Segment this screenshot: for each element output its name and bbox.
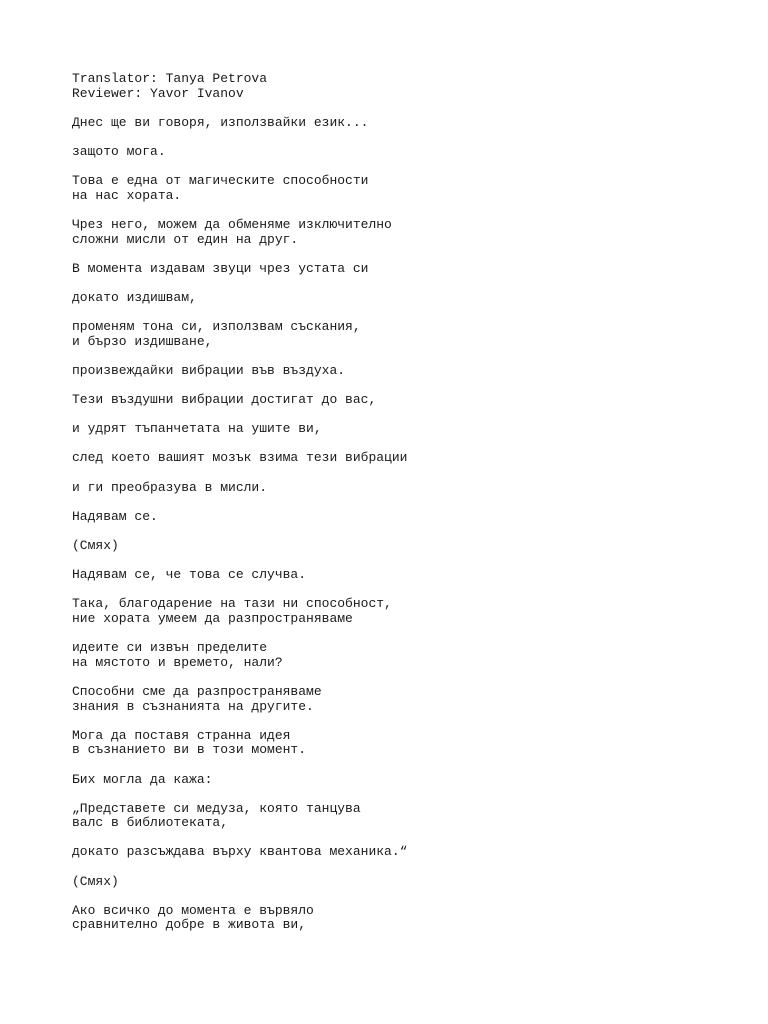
transcript-line: Способни сме да разпространяваме xyxy=(72,683,322,699)
transcript-paragraph xyxy=(72,174,712,203)
transcript-paragraph xyxy=(72,422,712,437)
transcript-line: Така, благодарение на тази ни способност, xyxy=(72,596,392,612)
transcript-paragraph xyxy=(72,320,712,349)
transcript-paragraph xyxy=(72,875,712,890)
transcript-line: и удрят тъпанчетата на ушите ви, xyxy=(72,421,322,437)
transcript-paragraph xyxy=(72,539,712,554)
transcript-paragraph xyxy=(72,364,712,379)
transcript-line: (Смях) xyxy=(72,538,119,553)
transcript-paragraph xyxy=(72,773,712,788)
transcript-line: и бързо издишване, xyxy=(72,333,213,349)
transcript-line: (Смях) xyxy=(72,873,119,889)
transcript-paragraph xyxy=(72,641,712,670)
transcript-line: защото мога. xyxy=(72,143,166,159)
transcript-paragraph xyxy=(72,481,712,496)
transcript-paragraph xyxy=(72,568,712,583)
transcript-line: Тези въздушни вибрации достигат до вас, xyxy=(72,392,377,408)
transcript-line: докато издишвам, xyxy=(72,289,197,305)
transcript-line: в съзнанието ви в този момент. xyxy=(72,742,307,758)
transcript-line: В момента издавам звуци чрез устата си xyxy=(72,260,369,276)
transcript-line: произвеждайки вибрации във въздуха. xyxy=(72,362,346,378)
transcript-line: Бих могла да кажа: xyxy=(72,771,213,787)
transcript-line: сравнително добре в живота ви, xyxy=(72,917,307,933)
transcript-line: знания в съзнанията на другите. xyxy=(72,698,314,714)
transcript-paragraph xyxy=(72,729,712,758)
transcript-page xyxy=(72,72,712,933)
transcript-paragraph xyxy=(72,685,712,714)
transcript-paragraph xyxy=(72,145,712,160)
transcript-line: Надявам се. xyxy=(72,508,158,524)
transcript-paragraph xyxy=(72,262,712,277)
transcript-line: идеите си извън пределите xyxy=(72,640,268,656)
transcript-paragraph xyxy=(72,845,712,860)
transcript-line: след което вашият мозък взима тези вибрации xyxy=(72,450,408,466)
transcript-line: Мога да поставя странна идея xyxy=(72,727,291,743)
transcript-line: и ги преобразува в мисли. xyxy=(72,479,268,495)
transcript-body xyxy=(72,116,712,933)
transcript-line: Днес ще ви говоря, използвайки език... xyxy=(72,114,369,130)
transcript-paragraph xyxy=(72,802,712,831)
transcript-line: ние хората умеем да разпространяваме xyxy=(72,610,353,626)
transcript-line: Чрез него, можем да обменяме изключително xyxy=(72,216,392,232)
transcript-line: на нас хората. xyxy=(72,187,182,203)
transcript-line: Надявам се, че това се случва. xyxy=(72,567,307,583)
transcript-paragraph xyxy=(72,451,712,466)
transcript-line: Това е една от магическите способности xyxy=(72,173,369,189)
transcript-paragraph xyxy=(72,291,712,306)
transcript-line: Ако всичко до момента е вървяло xyxy=(72,902,314,918)
transcript-paragraph xyxy=(72,904,712,933)
transcript-line: сложни мисли от един на друг. xyxy=(72,231,299,247)
transcript-line: на мястото и времето, нали? xyxy=(72,654,283,670)
reviewer-credit: Reviewer: Yavor Ivanov xyxy=(72,85,244,101)
transcript-paragraph xyxy=(72,597,712,626)
translator-credit: Translator: Tanya Petrova xyxy=(72,71,268,86)
transcript-paragraph xyxy=(72,510,712,525)
transcript-line: докато разсъждава върху квантова механика.“ xyxy=(72,844,408,860)
transcript-paragraph xyxy=(72,116,712,131)
transcript-line: променям тона си, използвам съскания, xyxy=(72,319,361,335)
transcript-paragraph xyxy=(72,393,712,408)
transcript-paragraph xyxy=(72,218,712,247)
transcript-line: „Представете си медуза, която танцува xyxy=(72,800,361,816)
transcript-line: валс в библиотеката, xyxy=(72,815,229,831)
